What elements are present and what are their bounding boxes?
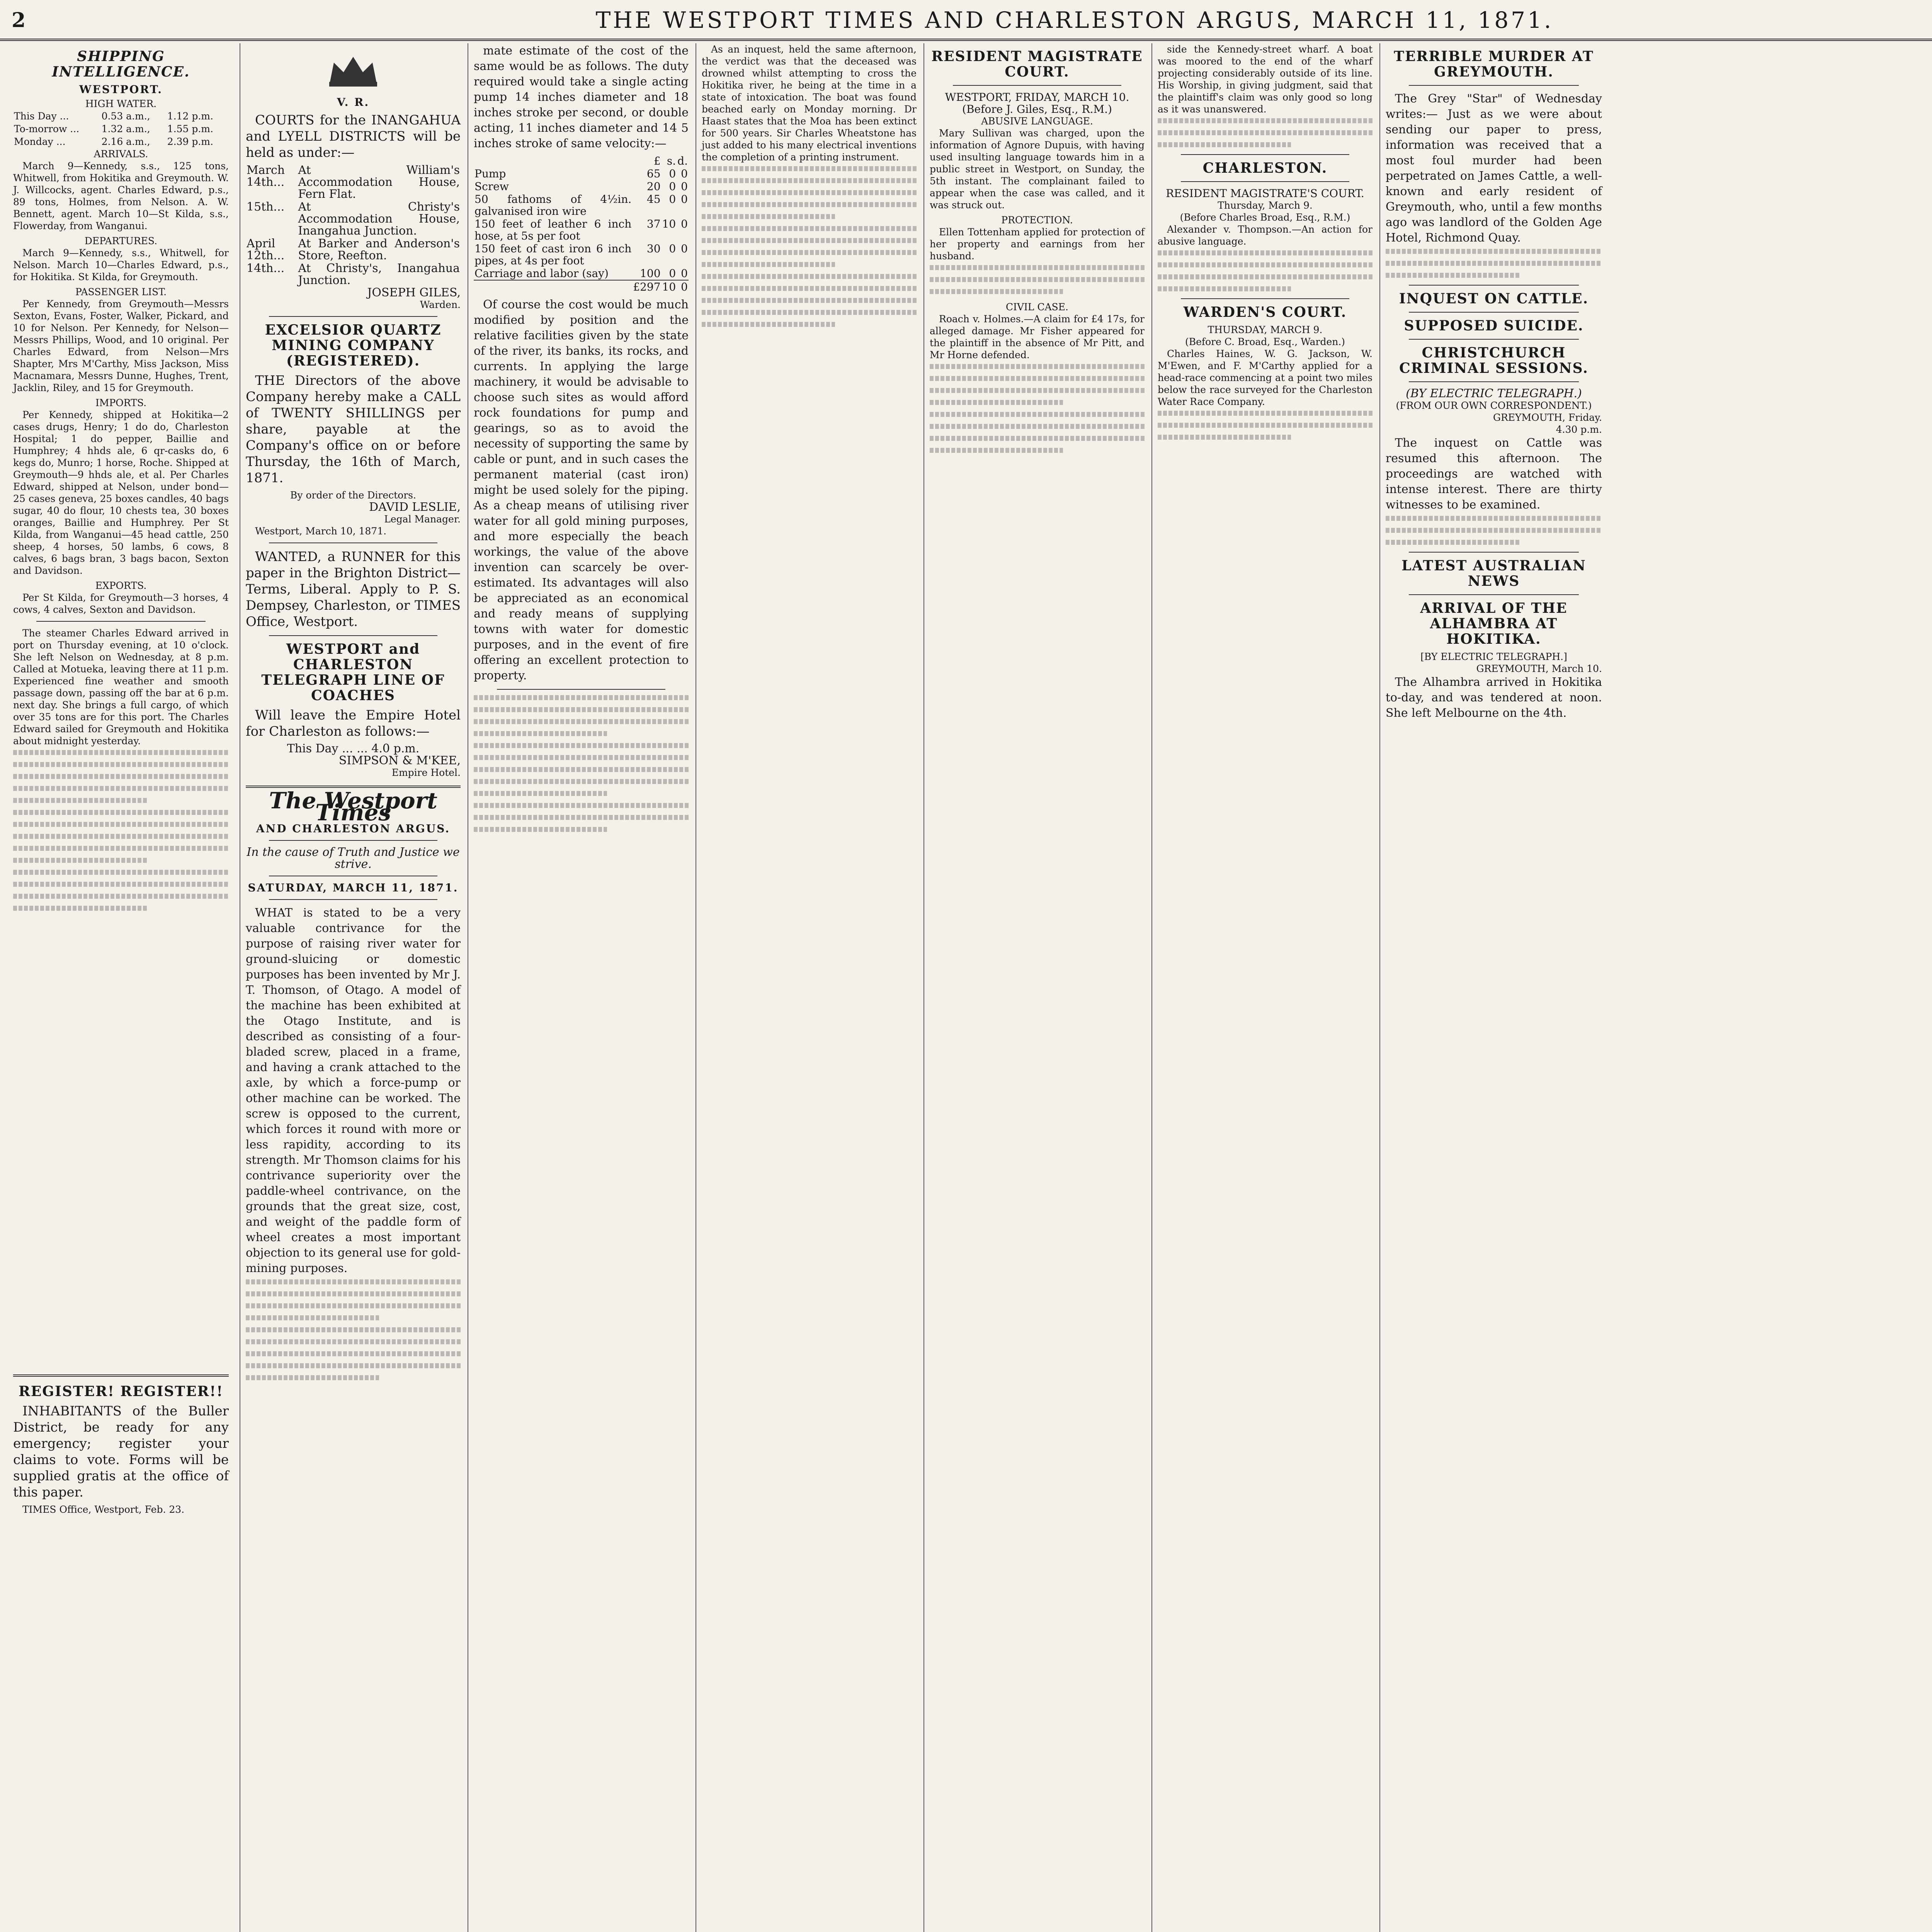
text-line [13,798,147,803]
text-line [1158,411,1372,416]
court-date: 14th... [247,262,285,275]
cost-pounds: 30 [646,242,661,255]
text-line [474,791,607,796]
text-line [702,250,917,255]
court-place: At Barker and Anderson's Store, Reefton. [298,237,460,262]
text-line [13,834,229,839]
cost-header-pence: d. [677,155,688,167]
cost-pounds: 65 [646,167,661,180]
passenger-heading: PASSENGER LIST. [75,286,167,298]
text-line [246,1279,461,1284]
charleston-rm-heading: RESIDENT MAGISTRATE'S COURT. [1166,187,1364,200]
excelsior-heading: EXCELSIOR QUARTZ MINING COMPANY (REGISTERED). [265,322,442,369]
text-line [702,322,835,327]
divider [1181,181,1349,182]
cost-pence: 0 [681,218,688,230]
cost-total-shillings: 10 [662,281,676,293]
text-line [246,1315,379,1320]
passenger-text: Per Kennedy, from Greymouth—Messrs Sexton, Evans, Foster, Walker, Pickard, and 10 for Nelson. Per Kennedy, for Nelson—Messrs Phillips, Wood, and 10 original. Per Charles Edward, from Nelson—Mrs Shapter, Mrs M'Carthy, Miss Jackson, Miss Macnamara, Messrs Dunne, Hughes, Trent, Jacklin, Riley, and 15 for Greymouth. [13,298,229,393]
cost-shillings: 0 [669,193,676,206]
text-line [246,1351,461,1356]
text-line [474,707,689,712]
rm-court-before: (Before J. Giles, Esq., R.M.) [962,103,1112,116]
text-line [930,436,1145,441]
text-line [13,810,229,815]
cost-shillings: 0 [669,180,676,193]
exports-text: Per St Kilda, for Greymouth—3 horses, 4 cows, 4 calves, Sexton and Davidson. [13,592,229,615]
coach-time: This Day ... ... 4.0 p.m. [287,742,420,755]
subhead-civil: CIVIL CASE. [1006,301,1068,313]
cost-shillings: 0 [669,267,676,280]
tide-pm: 1.55 p.m. [167,123,213,134]
cost-row [474,242,689,267]
text-line [246,1327,461,1332]
tide-day: Monday ... [14,136,66,147]
cost-shillings: 10 [662,218,676,230]
text-line [1386,261,1602,266]
cost-header-item [474,155,632,167]
murder-heading: TERRIBLE MURDER AT GREYMOUTH. [1394,48,1594,80]
text-line [1158,423,1372,428]
text-line [1386,273,1520,278]
divider [953,85,1121,86]
text-line [474,767,689,772]
register-body: INHABITANTS of the Buller District, be ready for any emergency; register your claims to vote. Forms will be supplied gratis at the office of this paper. [13,1403,229,1500]
cost-total-pence: 0 [681,281,688,293]
departures-text: March 9—Kennedy, s.s., Whitwell, for Nelson. March 10—Charles Edward, p.s., for Hokitika. St Kilda, for Greymouth. [13,247,229,282]
text-line [246,1291,461,1296]
cost-header-pounds: £ [653,155,661,167]
warden-body: Charles Haines, W. G. Jackson, W. M'Ewen, and F. M'Carthy applied for a head-race commencing at a point two miles below the race surveyed for the Charleston Water Race Company. [1158,348,1372,407]
dateline-time: 4.30 p.m. [1556,424,1602,435]
cost-lead: mate estimate of the cost of the same would be as follows. The duty required would take a single acting pump 14 inches diameter and 18 inches stroke per second, or double acting, 11 inches diameter and 14 5 inches stroke of same velocity:— [474,44,689,150]
text-line [1158,250,1372,255]
text-line [1158,274,1372,279]
protection-body: Ellen Tottenham applied for protection of her property and earnings from her husband. [930,226,1145,262]
subhead-protection: PROTECTION. [1001,214,1073,226]
cost-shillings: 0 [669,242,676,255]
coach-signature: SIMPSON & M'KEE, [338,754,461,767]
court-row [246,237,461,262]
divider [269,899,437,900]
column-5 [923,43,1150,1932]
charleston-heading: CHARLESTON. [1202,160,1328,176]
text-line [1158,262,1372,267]
runner-ad: WANTED, a RUNNER for this paper in the Brighton District—Terms, Liberal. Apply to P. S. Dempsey, Charleston, or TIMES Office, Westport. [246,549,461,629]
text-line [702,298,917,303]
text-line [702,274,917,279]
column-6 [1151,43,1378,1932]
inquest-body: The inquest on Cattle was resumed this afternoon. The proceedings are watched with intense interest. There are thirty witnesses to be examined. [1386,436,1602,512]
text-line [1386,528,1602,533]
text-line [930,265,1145,270]
rm-court-heading: RESIDENT MAGISTRATE COURT. [931,48,1143,80]
tide-am: 2.16 a.m., [101,136,150,147]
cost-total-row [474,280,689,293]
text-line [474,719,689,724]
divider [1409,594,1579,595]
dateline-greymouth-2: GREYMOUTH, March 10. [1476,663,1602,674]
court-date: March 14th... [247,163,285,189]
paper-title: THE WESTPORT TIMES AND CHARLESTON ARGUS, MARCH 11, 1871. [595,7,1554,33]
divider [1181,298,1349,299]
text-line [930,400,1063,405]
murder-body: The Grey "Star" of Wednesday writes:— Just as we were about sending our paper to press, information was received that a most foul murder had been perpetrated on James Cattle, a well-known and early resident of Greymouth, who, until a few months ago was landlord of the Golden Age Hotel, Richmond Quay. [1386,92,1602,245]
rm-court-date: WESTPORT, FRIDAY, MARCH 10. [945,91,1129,104]
divider [13,1374,229,1377]
text-line [13,858,147,863]
cost-row [474,218,689,242]
tide-row [13,110,229,122]
cost-pence: 0 [681,242,688,255]
text-line [474,803,689,808]
cost-pence: 0 [681,193,688,206]
cost-item: 150 feet of cast iron 6 inch pipes, at 4s per foot [474,242,632,267]
cost-header [474,155,689,167]
cost-item: 150 feet of leather 6 inch hose, at 5s per foot [474,218,632,242]
excelsior-date: Westport, March 10, 1871. [255,526,387,537]
tide-day: This Day ... [14,111,69,122]
text-line [474,695,689,700]
divider [269,635,437,636]
text-line [930,448,1063,453]
warden-date: THURSDAY, MARCH 9. [1208,324,1323,335]
sessions-heading: CHRISTCHURCH CRIMINAL SESSIONS. [1399,345,1588,376]
text-line [474,779,689,784]
divider [497,689,665,690]
text-line [1158,130,1372,135]
text-line [13,882,229,887]
civil-body: Roach v. Holmes.—A claim for £4 17s, for alleged damage. Mr Fisher appeared for the plaintiff in the absence of Mr Pitt, and Mr Horne defended. [930,313,1145,361]
text-line [702,226,917,231]
charleston-rm-before: (Before Charles Broad, Esq., R.M.) [1180,212,1350,223]
warden-heading: WARDEN'S COURT. [1183,304,1347,320]
cost-item: Pump [474,167,506,180]
column-4-body: As an inquest, held the same afternoon, the verdict was that the deceased was drowned whilst attempting to cross the Hokitika river, he being at the time in a state of intoxication. The boat was found beached early on Monday morning. Dr Haast states that the Moa has been extinct for 500 years. Sir Charles Wheatstone has just added to his many electrical inventions the completion of a printing instrument. [702,44,917,163]
column-3 [468,43,694,1932]
arrivals-heading: ARRIVALS. [94,148,148,160]
excelsior-role: Legal Manager. [384,514,461,525]
text-line [930,376,1145,381]
column-1 [8,43,234,1932]
cost-item: 50 fathoms of 4½in. galvanised iron wire [474,193,632,218]
inquest-heading: INQUEST ON CATTLE. [1399,291,1589,307]
text-line [702,202,917,207]
cost-pounds: 20 [646,180,661,193]
cost-pence: 0 [681,167,688,180]
courts-signature: JOSEPH GILES, [367,286,461,299]
cost-pence: 0 [681,267,688,280]
text-line [930,289,1063,294]
register-sign: TIMES Office, Westport, Feb. 23. [22,1504,185,1515]
tide-row [13,122,229,135]
cost-item: Screw [474,180,509,193]
latest-news-heading: LATEST AUSTRALIAN NEWS [1401,558,1586,589]
text-line [930,424,1145,429]
coach-heading: WESTPORT and CHARLESTON TELEGRAPH LINE OF COACHES [261,641,445,704]
text-line [1158,142,1291,147]
court-row [246,262,461,287]
cost-item: Carriage and labor (say) [474,267,609,280]
tide-row [13,135,229,148]
column-7 [1379,43,1932,1932]
cost-row [474,193,689,218]
cost-row [474,167,689,180]
text-line [13,822,229,827]
alhambra-body: The Alhambra arrived in Hokitika to-day, and was tendered at noon. She left Melbourne on the 4th. [1386,675,1602,720]
courts-notice: COURTS for the INANGAHUA and LYELL DISTRICTS will be held as under:— [246,112,461,160]
imports-text: Per Kennedy, shipped at Hokitika—2 cases drugs, Henry; 1 do do, Charleston Hospital; 1 do pepper, Baillie and Humphrey; 4 hhds ale, 6 qr-casks do, 6 kegs do, Munro; 1 horse, Roche. Shipped at Greymouth—9 hhds ale, et al. Per Charles Edward, shipped at Nelson, under bond—25 cases geneva, 25 boxes candles, 40 bags sugar, 40 do flour, 10 chests tea, 30 boxes oranges, Baillie and Humphrey. Per St Kilda, from Wanganui—45 head cattle, 250 sheep, 4 horses, 50 lambs, 6 cows, 8 calves, 6 bags bran, 3 bags bacon, Sexton and Davidson. [13,409,229,576]
text-line [13,906,147,911]
page-number: 2 [12,9,26,32]
cost-body: Of course the cost would be much modified by position and the relative facilities given by the state of the river, its banks, its rocks, and currents. In applying the large machinery, it would be advisable to choose such sites as would afford rock foundations for pump and gearings, so as to avoid the necessity of supporting the same by cable or punt, and in such cases the permanent material (cast iron) might be used solely for the piping. As a cheap means of utilising river water for all gold mining purposes, and more especially the beach workings, the value of the above invention can scarcely be over-estimated. Its advantages will also be appreciated as an economical and ready means of supplying towns with water for domestic purposes, and in the event of fire offering an excellent protection to property. [474,298,689,682]
court-row [246,201,461,237]
divider [1409,85,1579,86]
text-line [930,364,1145,369]
royal-crest [246,47,461,108]
text-line [13,846,229,851]
text-line [13,894,229,899]
masthead [0,0,1932,41]
text-line [930,277,1145,282]
correspondent-line: (FROM OUR OWN CORRESPONDENT.) [1396,400,1592,411]
cost-row [474,267,689,280]
charleston-rm-date: Thursday, March 9. [1218,200,1313,211]
charleston-rm-body: Alexander v. Thompson.—An action for abusive language. [1158,224,1372,247]
divider [1181,154,1349,155]
cost-table [474,155,689,293]
text-line [1158,118,1372,123]
divider [1409,552,1579,553]
court-date: 15th... [247,200,285,214]
divider [1409,312,1579,313]
paper-subtitle: AND CHARLESTON ARGUS. [256,822,451,835]
court-row [246,164,461,201]
court-schedule [246,164,461,287]
column-7-inner [1386,49,1602,721]
text-line [13,762,229,767]
text-line [702,190,917,195]
text-line [702,238,917,243]
divider [1409,285,1579,286]
court-place: At Christy's Accommodation House, Inangahua Junction. [298,200,460,238]
departures-heading: DEPARTURES. [84,235,158,247]
high-water-heading: HIGH WATER. [85,98,157,109]
crest-letters: V. R. [337,96,370,109]
divider [36,621,206,622]
cost-total-label [474,280,632,293]
motto: In the cause of Truth and Justice we strive. [247,845,460,871]
columns [8,43,1932,1932]
text-line [474,743,689,748]
crown-icon [322,47,384,90]
arrivals-text: March 9—Kennedy, s.s., 125 tons, Whitwell, from Hokitika and Greymouth. W. J. Willcocks, agent. Charles Edward, p.s., 89 tons, Holmes, from Nelson. A. W. Bennett, agent. March 10—St Kilda, s.s., Flowerday, from Wanganui. [13,160,229,231]
text-line [702,214,835,219]
exports-heading: EXPORTS. [95,580,147,591]
cost-shillings: 0 [669,167,676,180]
tide-am: 0.53 a.m., [101,111,150,122]
column-6-body: side the Kennedy-street wharf. A boat was moored to the end of the wharf projecting considerably outside of its line. His Worship, in giving judgment, said that the plaintiff's claim was only good so long as it was unanswered. [1158,44,1372,115]
tide-pm: 1.12 p.m. [167,111,213,122]
text-line [702,166,917,171]
text-line [246,1339,461,1344]
dateline-greymouth: GREYMOUTH, Friday. [1493,412,1602,423]
text-line [1386,540,1520,545]
tide-am: 1.32 a.m., [101,123,150,134]
shipping-news: The steamer Charles Edward arrived in port on Thursday evening, at 10 o'clock. She left Nelson on Wednesday, at 8 p.m. Called at Motueka, leaving there at 11 p.m. Experienced fine weather and smooth passage down, passing off the bar at 6 p.m. next day. She brings a full cargo, of which over 35 tons are for this port. The Charles Edward sailed for Greymouth and Hokitika about midnight yesterday. [13,628,229,747]
text-line [930,412,1145,417]
subhead-abusive: ABUSIVE LANGUAGE. [981,116,1093,127]
tide-day: To-morrow ... [14,123,80,134]
cost-header-shillings: s. [667,155,676,167]
imports-heading: IMPORTS. [95,397,147,408]
editorial-date: SATURDAY, MARCH 11, 1871. [248,881,459,894]
excelsior-by: By order of the Directors. [290,490,416,501]
paper-nameplate: The Westport Times [269,787,437,826]
text-line [246,1375,379,1380]
coach-body: Will leave the Empire Hotel for Charleston as follows:— [246,707,461,739]
court-place: At Christy's, Inangahua Junction. [298,262,460,287]
register-heading: REGISTER! REGISTER!! [18,1383,224,1400]
cost-pounds: 100 [640,267,661,280]
text-line [930,388,1145,393]
warden-before: (Before C. Broad, Esq., Warden.) [1185,336,1345,347]
cost-pence: 0 [681,180,688,193]
text-line [474,731,607,736]
editorial-body: WHAT is stated to be a very valuable contrivance for the purpose of raising river water for ground-sluicing or domestic purposes has been invented by Mr J. T. Thomson, of Otago. A model of the machine has been exhibited at the Otago Institute, and is described as consisting of a four-bladed screw, placed in a frame, and having a crank attached to the axle, by which a force-pump or other machine can be worked. The screw is opposed to the current, which forces it round with more or less rapidity, according to its strength. Mr Thomson claims for his contrivance superiority over the paddle-wheel contrivance, on the grounds that the great size, cost, and weight of the paddle form of wheel creates a most important objection to its general use for gold-mining purposes. [246,906,461,1275]
text-line [1386,516,1602,521]
cost-row [474,180,689,193]
text-line [13,774,229,779]
column-2 [240,43,466,1932]
cost-total-pounds: £297 [633,281,661,293]
text-line [1386,249,1602,254]
alhambra-heading: ARRIVAL OF THE ALHAMBRA AT HOKITIKA. [1420,600,1568,647]
column-4 [696,43,922,1932]
abusive-body: Mary Sullivan was charged, upon the information of Agnore Dupuis, with having used insulting language towards him in a public street in Westport, on Sunday, the 5th instant. The complainant failed to appear when the case was called, and it was struck out. [930,128,1145,211]
text-line [1158,435,1291,440]
divider [269,840,437,841]
divider [1409,381,1579,382]
text-line [246,1303,461,1308]
text-line [13,870,229,875]
text-line [1158,286,1291,291]
telegraph-line-2: [BY ELECTRIC TELEGRAPH.] [1420,651,1567,662]
text-line [13,786,229,791]
text-line [474,755,689,760]
court-date: April 12th... [247,237,285,262]
text-line [702,310,917,315]
text-line [13,750,229,755]
court-place: At William's Accommodation House, Fern Flat. [298,163,460,201]
suicide-heading: SUPPOSED SUICIDE. [1404,318,1584,334]
text-line [474,815,689,820]
westport-heading: WESTPORT. [79,83,163,96]
text-line [246,1363,461,1368]
text-line [702,286,917,291]
text-line [702,178,917,183]
text-line [474,827,607,832]
courts-signature-role: Warden. [420,299,461,310]
cost-pounds: 45 [646,193,661,206]
text-line [702,262,835,267]
telegraph-line: (BY ELECTRIC TELEGRAPH.) [1406,387,1582,400]
tide-table [13,110,229,148]
excelsior-signature: DAVID LESLIE, [369,500,461,514]
divider [1409,339,1579,340]
shipping-heading: SHIPPING INTELLIGENCE. [52,48,190,80]
divider [269,316,437,317]
excelsior-body: THE Directors of the above Company hereby make a CALL of TWENTY SHILLINGS per share, payable at the Company's office on or before Thursday, the 16th of March, 1871. [246,373,461,486]
tide-pm: 2.39 p.m. [167,136,213,147]
coach-signature-2: Empire Hotel. [391,767,461,778]
cost-pounds: 37 [646,218,661,230]
